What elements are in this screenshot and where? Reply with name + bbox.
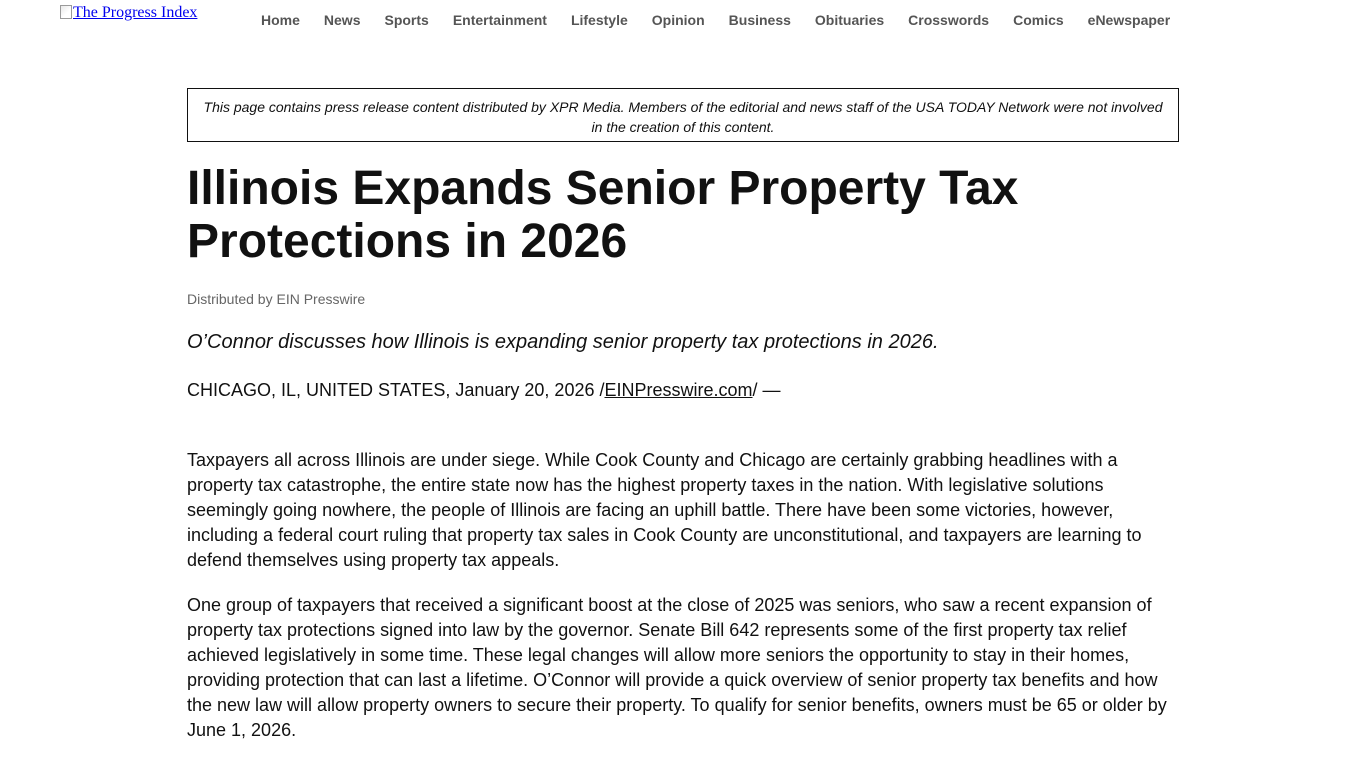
- nav-item-home[interactable]: Home: [261, 12, 300, 28]
- nav-item-entertainment[interactable]: Entertainment: [452, 12, 547, 28]
- article-subheadline: O’Connor discusses how Illinois is expanding senior property tax protections in 2026.: [187, 331, 939, 353]
- nav-item-obituaries[interactable]: Obituaries: [814, 12, 885, 28]
- article-paragraph: One group of taxpayers that received a significant boost at the close of 2025 was seniors, who saw a recent expansion of property tax protections signed into law by the governor. Senate Bill 642 represents some of the first property tax relief achieved legislatively in some time. These legal changes will allow more seniors the opportunity to stay in their homes, providing protection that can last a lifetime. O’Connor will provide a quick overview of senior property tax benefits and how the new law will allow property owners to secure their property. To qualify for senior benefits, owners must be 65 or older by June 1, 2026.: [187, 595, 1167, 740]
- nav-item-enewspaper[interactable]: eNewspaper: [1087, 12, 1171, 28]
- main-navigation: [249, 12, 1182, 28]
- site-logo-link[interactable]: [60, 4, 197, 22]
- dateline-separator: / —: [752, 380, 781, 400]
- site-logo-alt-text: The Progress Index: [73, 4, 198, 21]
- nav-item-lifestyle[interactable]: Lifestyle: [570, 12, 628, 28]
- nav-item-comics[interactable]: Comics: [1013, 12, 1064, 28]
- nav-item-crosswords[interactable]: Crosswords: [908, 12, 990, 28]
- dateline-location-date: CHICAGO, IL, UNITED STATES, January 20, 2026 /: [187, 380, 605, 400]
- article-dateline: [187, 379, 781, 401]
- nav-item-news[interactable]: News: [323, 12, 361, 28]
- article-paragraph: Taxpayers all across Illinois are under siege. While Cook County and Chicago are certainly grabbing headlines with a property tax catastrophe, the entire state now has the highest property taxes in the nation. With legislative solutions seemingly going nowhere, the people of Illinois are facing an uphill battle. There have been some victories, however, including a federal court ruling that property tax sales in Cook County are unconstitutional, and taxpayers are learning to defend themselves using property tax appeals.: [187, 450, 1142, 570]
- einpresswire-link[interactable]: EINPresswire.com: [604, 380, 753, 400]
- press-release-disclaimer: This page contains press release content distributed by XPR Media. Members of the editorial and news staff of the USA TODAY Network were not involved in the creation of this content.: [187, 88, 1179, 142]
- nav-item-sports[interactable]: Sports: [384, 12, 429, 28]
- broken-image-icon: [60, 5, 72, 19]
- nav-item-business[interactable]: Business: [728, 12, 791, 28]
- article-headline: Illinois Expands Senior Property Tax Protections in 2026: [187, 162, 1019, 268]
- nav-item-opinion[interactable]: Opinion: [651, 12, 705, 28]
- distribution-credit: Distributed by EIN Presswire: [187, 291, 366, 307]
